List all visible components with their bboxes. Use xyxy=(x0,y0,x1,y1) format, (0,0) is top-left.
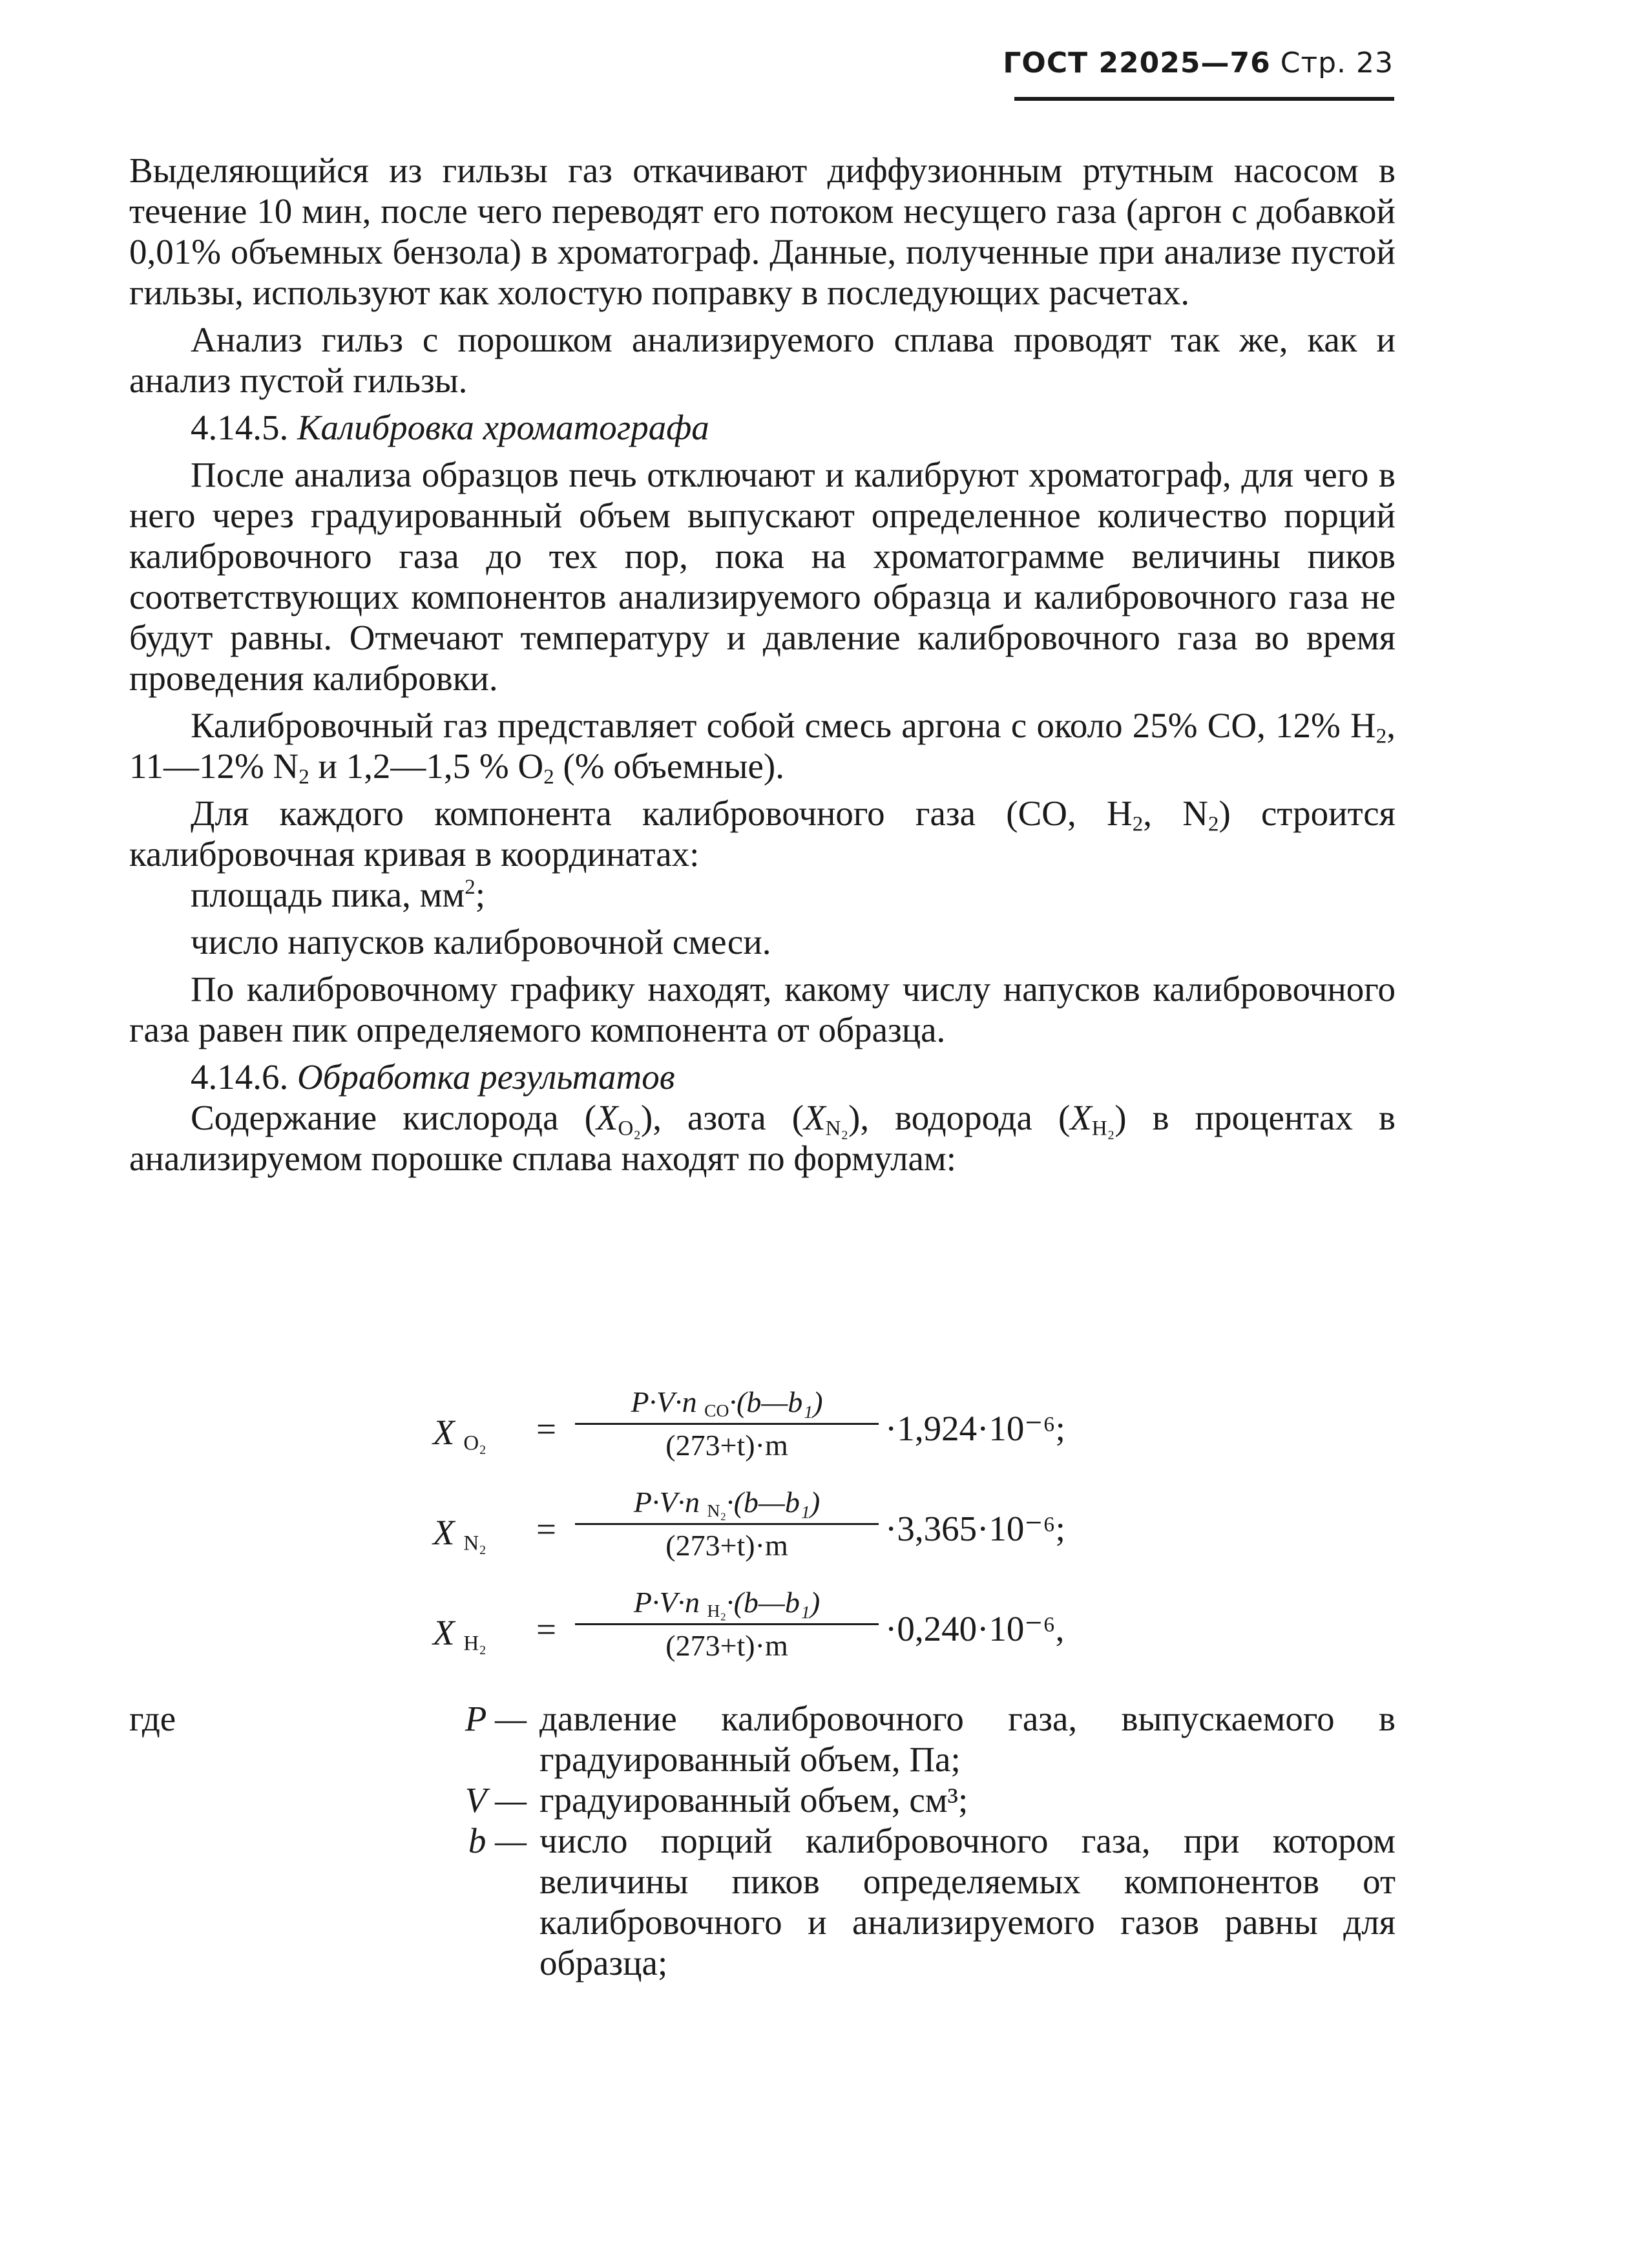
formula-lhs: X $_{H_2}$ xyxy=(433,1613,486,1656)
definition-item xyxy=(129,1698,1396,1780)
formula-multiplier: ·3,365·10⁻⁶; xyxy=(885,1509,1065,1548)
formula-lhs: X $_{O_2}$ xyxy=(433,1413,486,1455)
definition-text: давление калибровочного газа, выпускаемого в градуированный объем, Па; xyxy=(539,1699,1396,1779)
definition-symbol: V — xyxy=(465,1780,527,1820)
paragraph: Калибровочный газ представляет собой смесь аргона с около 25% CO, 12% $H_2$, 11—12% $N_2$ и 1,2—1,5 % $O_2$ (% объемные). xyxy=(129,706,1396,789)
formula-oxygen: X $_{O_2}$ = P·V·n $_{CO}$·(b—b₁) (273+t)·m ·1,924·10⁻⁶; xyxy=(433,1383,1337,1480)
definition-item xyxy=(129,1780,1396,1820)
section-heading xyxy=(129,407,1396,448)
list-line: число напусков калибровочной смеси. xyxy=(191,922,771,962)
where-label: где xyxy=(129,1699,176,1738)
paragraph: Анализ гильз с порошком анализируемого сплава проводят так же, как и анализ пустой гильзы. xyxy=(129,320,1396,400)
definition-symbol: P — xyxy=(465,1699,527,1738)
formula-fraction: P·V·n $_{H_2}$·(b—b₁) (273+t)·m xyxy=(575,1583,879,1665)
definition-symbol: b — xyxy=(468,1821,527,1860)
header-rule xyxy=(1014,97,1394,101)
standard-number: ГОСТ 22025—76 xyxy=(1003,47,1271,79)
definition-text: число порций калибровочного газа, при котором величины пиков определяемых компонентов от калибровочного и анализируемого газов равны для образца; xyxy=(539,1821,1396,1982)
formula-fraction: P·V·n $_{CO}$·(b—b₁) (273+t)·m xyxy=(575,1383,879,1465)
paragraph: После анализа образцов печь отключают и калибруют хроматограф, для чего в него через градуированный объем выпускают определенное количество порций калибровочного газа до тех пор, пока на хроматограмме величины пиков соответствующих компонентов анализируемого образца и калибровочного газа не будут равны. Отмечают температуру и давление калибровочного газа во время проведения калибровки. xyxy=(129,455,1396,698)
section-number: 4.14.6. xyxy=(191,1057,289,1097)
section-heading xyxy=(129,1057,1396,1097)
section-number: 4.14.5. xyxy=(191,408,289,447)
formula-fraction: P·V·n $_{N_2}$·(b—b₁) (273+t)·m xyxy=(575,1483,879,1565)
formula-lhs: X $_{N_2}$ xyxy=(433,1513,486,1555)
paragraph: По калибровочному графику находят, какому числу напусков калибровочного газа равен пик определяемого компонента от образца. xyxy=(129,969,1396,1049)
paragraph: Для каждого компонента калибровочного газа (CO, $H_2$, $N_2$) строится калибровочная кривая в координатах: xyxy=(129,794,1396,874)
body-text xyxy=(129,150,1396,1179)
formula-multiplier: ·1,924·10⁻⁶; xyxy=(885,1409,1065,1448)
formula-hydrogen: X $_{H_2}$ = P·V·n $_{H_2}$·(b—b₁) (273+t)·m ·0,240·10⁻⁶, xyxy=(433,1583,1337,1680)
formula-multiplier: ·0,240·10⁻⁶, xyxy=(885,1609,1065,1648)
definition-item xyxy=(129,1820,1396,1983)
paragraph: Выделяющийся из гильзы газ откачивают диффузионным ртутным насосом в течение 10 мин, после чего переводят его потоком несущего газа (аргон с добавкой 0,01% объемных бензола) в хроматограф. Данные, полученные при анализе пустой гильзы, используют как холостую поправку в последующих расчетах. xyxy=(129,151,1396,312)
section-title: Обработка результатов xyxy=(297,1057,675,1097)
page-header xyxy=(1003,47,1394,79)
definitions-list xyxy=(129,1698,1396,1983)
paragraph: Содержание кислорода $(X_{O_2})$, азота $(X_{N_2})$, водорода $(X_{H_2})$ в процентах в анализируемом порошке сплава находят по формулам: xyxy=(129,1098,1396,1178)
section-title: Калибровка хроматографа xyxy=(297,408,709,447)
page-number: Стр. 23 xyxy=(1280,47,1394,79)
list-line: площадь пика, $мм^2$; xyxy=(191,875,486,914)
formula-nitrogen: X $_{N_2}$ = P·V·n $_{N_2}$·(b—b₁) (273+t)·m ·3,365·10⁻⁶; xyxy=(433,1483,1337,1580)
definition-text: градуированный объем, см³; xyxy=(539,1780,968,1820)
